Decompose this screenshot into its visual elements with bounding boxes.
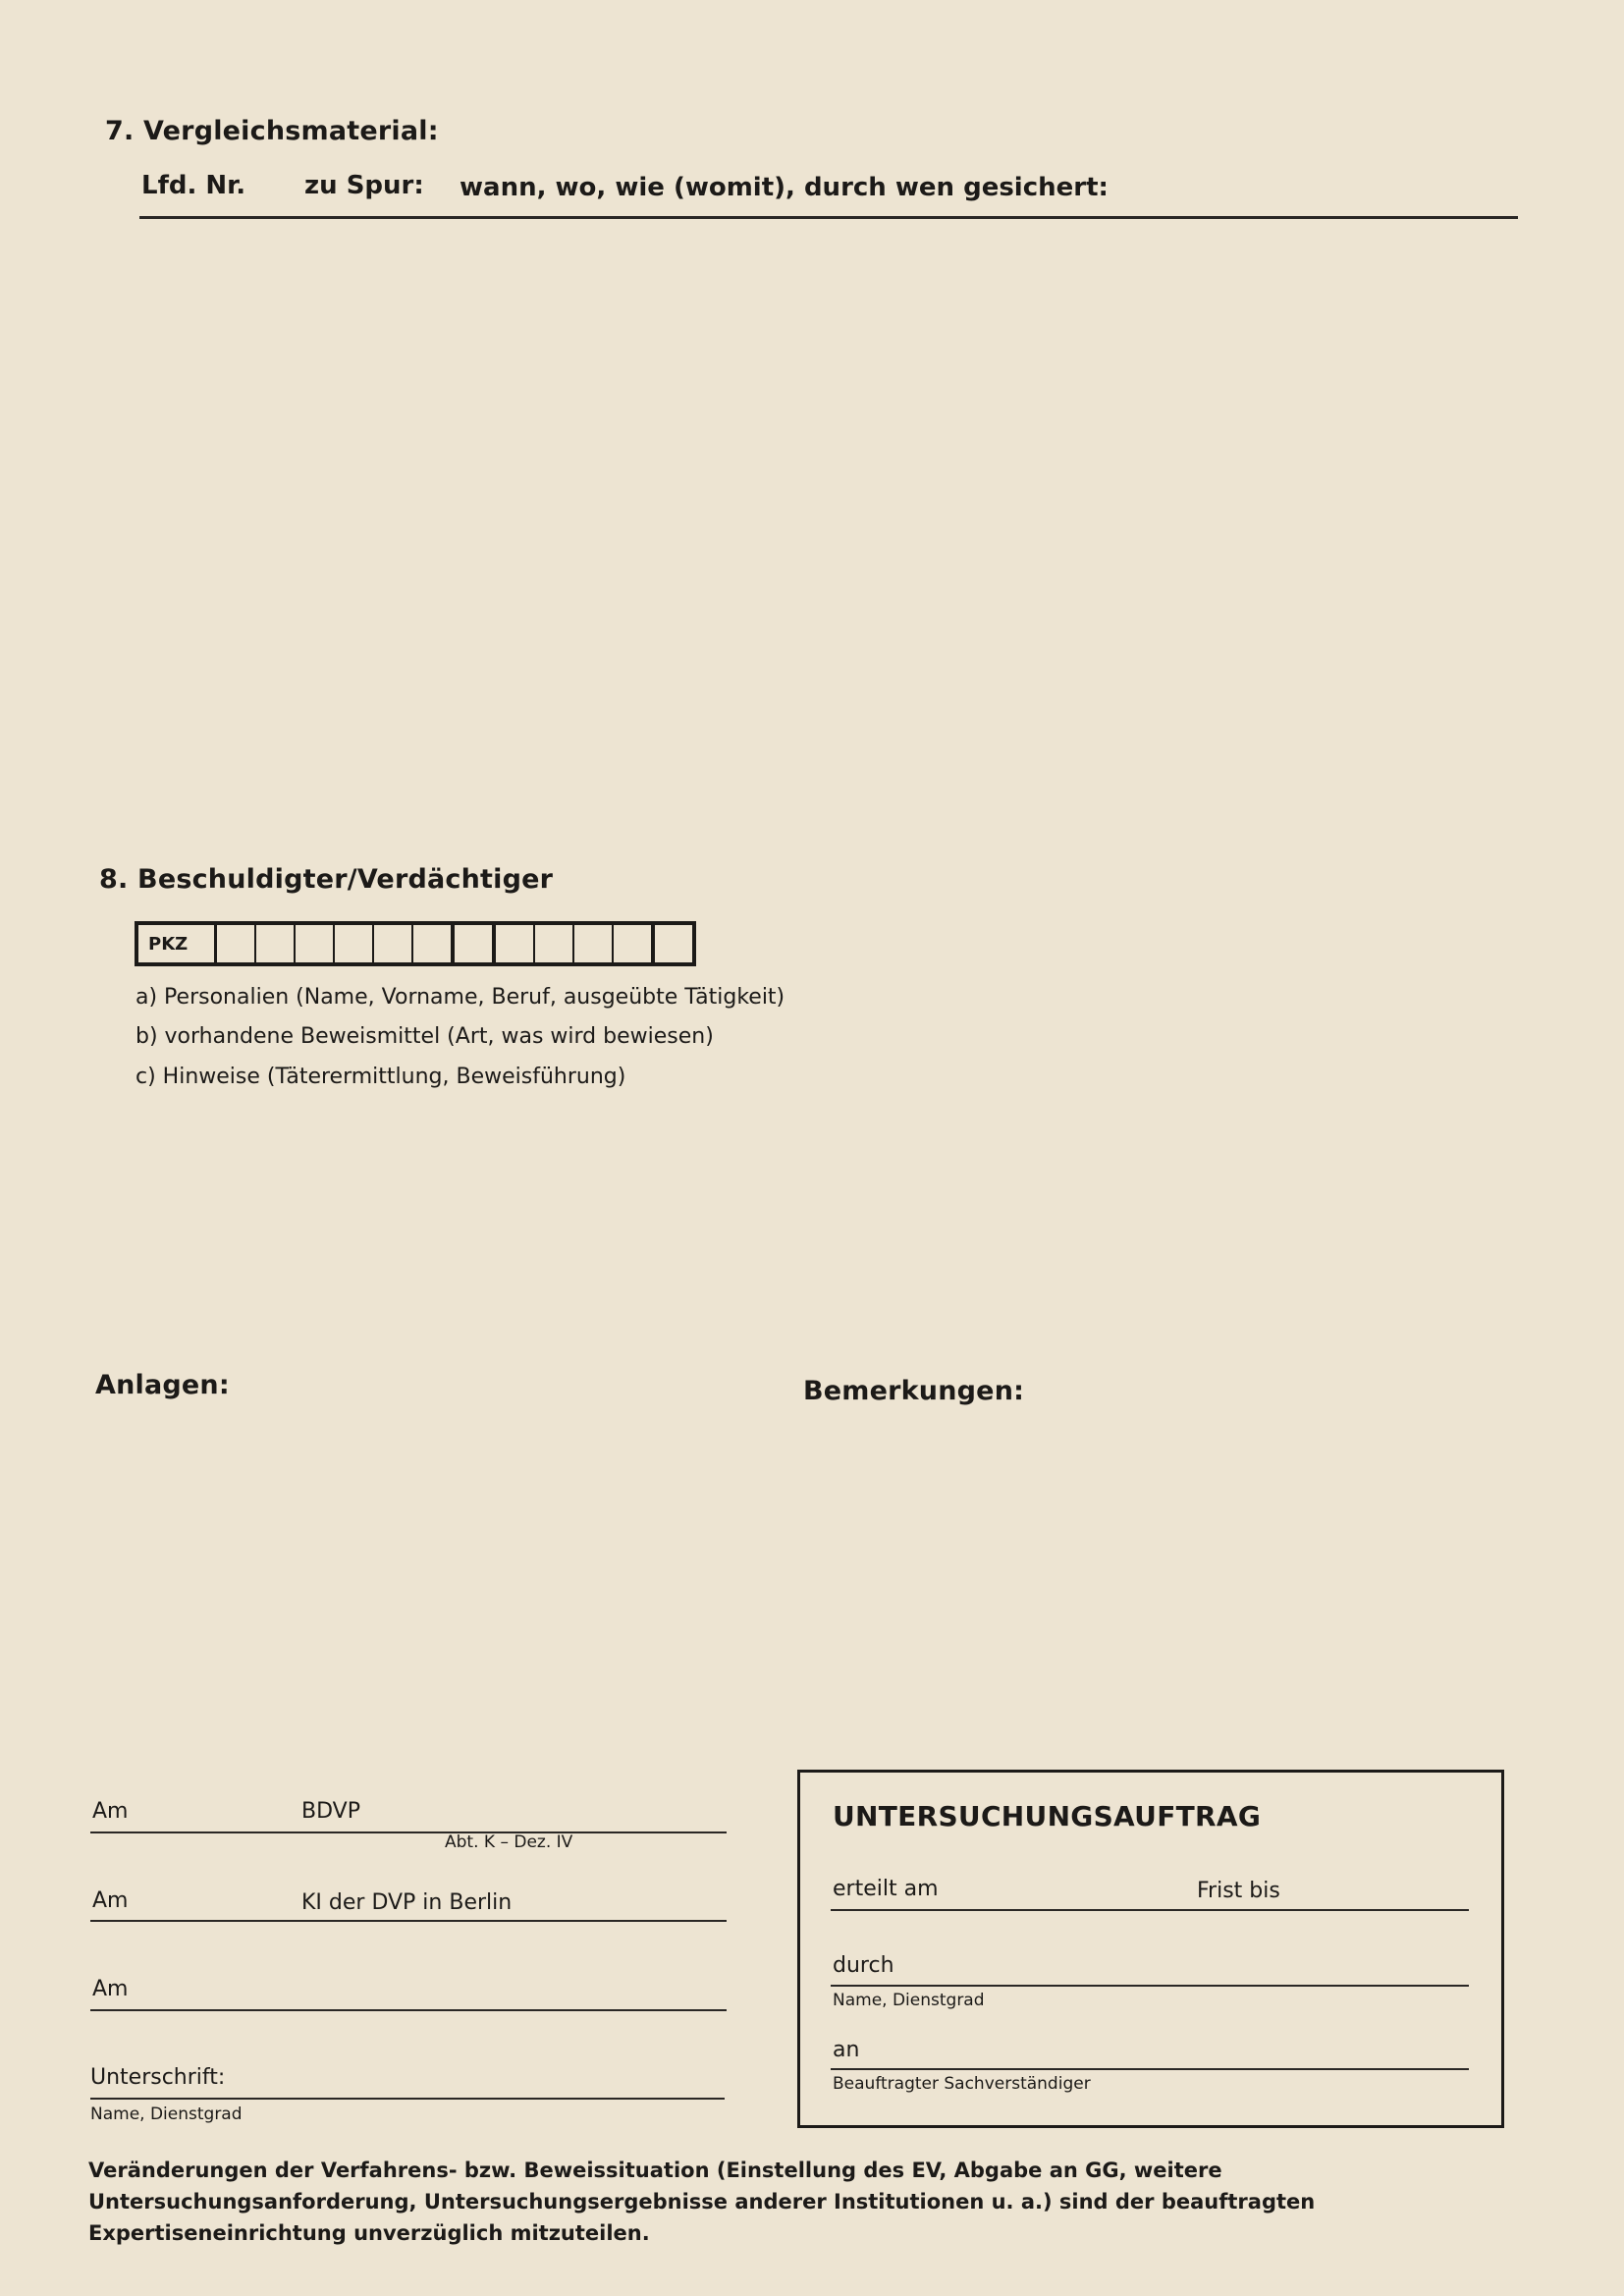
signature-label: Unterschrift: [90,2065,226,2090]
pkz-cell[interactable] [413,925,455,962]
routing-ki-label: KI der DVP in Berlin [301,1890,513,1915]
erteilt-am-label: erteilt am [833,1877,939,1901]
pkz-cell[interactable] [614,925,655,962]
section-8-item-c: c) Hinweise (Täterermittlung, Beweisführung) [135,1065,626,1089]
routing-bdvp-sub: Abt. K – Dez. IV [445,1832,573,1852]
pkz-cell[interactable] [455,925,496,962]
pkz-cell[interactable] [496,925,535,962]
bemerkungen-heading: Bemerkungen: [803,1376,1025,1406]
routing-bdvp-label: BDVP [301,1799,360,1824]
column-header-lfd-nr: Lfd. Nr. [141,171,246,200]
routing-line-1[interactable] [90,1831,727,1833]
investigation-order-title: UNTERSUCHUNGSAUFTRAG [833,1800,1262,1832]
pkz-label: PKZ [138,925,217,962]
footer-notice: Veränderungen der Verfahrens- bzw. Beweissituation (Einstellung des EV, Abgabe an GG, weitere Untersuchungsanforderung, Untersuchungsergebnisse anderer Institutionen u. a.) sind der beauftragten Expertiseneinrichtung unverzüglich mitzuteilen. [88,2159,1316,2245]
anlagen-heading: Anlagen: [95,1370,230,1400]
an-line[interactable] [831,2068,1469,2070]
routing-am-label-2: Am [92,1888,129,1913]
erteilt-line[interactable] [831,1909,1469,1911]
section-8-heading: 8. Beschuldigter/Verdächtiger [99,864,554,895]
section-7-heading: 7. Vergleichsmaterial: [105,116,439,146]
section-8-item-a: a) Personalien (Name, Vorname, Beruf, ausgeübte Tätigkeit) [135,985,785,1010]
routing-am-label-1: Am [92,1799,129,1824]
pkz-cell[interactable] [574,925,614,962]
routing-am-label-3: Am [92,1977,129,2001]
section-8-item-b: b) vorhandene Beweismittel (Art, was wird bewiesen) [135,1024,714,1049]
pkz-field[interactable] [135,921,696,966]
pkz-cell[interactable] [535,925,574,962]
routing-line-2[interactable] [90,1920,727,1922]
pkz-cell[interactable] [256,925,296,962]
pkz-cell[interactable] [655,925,692,962]
section-7-rule [139,216,1518,219]
signature-sub: Name, Dienstgrad [90,2105,243,2124]
durch-label: durch [833,1953,894,1978]
signature-line[interactable] [90,2098,725,2100]
an-label: an [833,2038,860,2062]
column-header-zu-spur: zu Spur: [304,171,424,200]
an-sub: Beauftragter Sachverständiger [833,2074,1091,2094]
routing-line-3[interactable] [90,2009,727,2011]
pkz-cell[interactable] [374,925,413,962]
column-header-description: wann, wo, wie (womit), durch wen gesichert: [460,173,1109,202]
pkz-cell[interactable] [335,925,374,962]
pkz-cell[interactable] [296,925,335,962]
frist-bis-label: Frist bis [1197,1879,1280,1903]
durch-line[interactable] [831,1985,1469,1987]
durch-sub: Name, Dienstgrad [833,1991,985,2010]
pkz-cell[interactable] [217,925,256,962]
